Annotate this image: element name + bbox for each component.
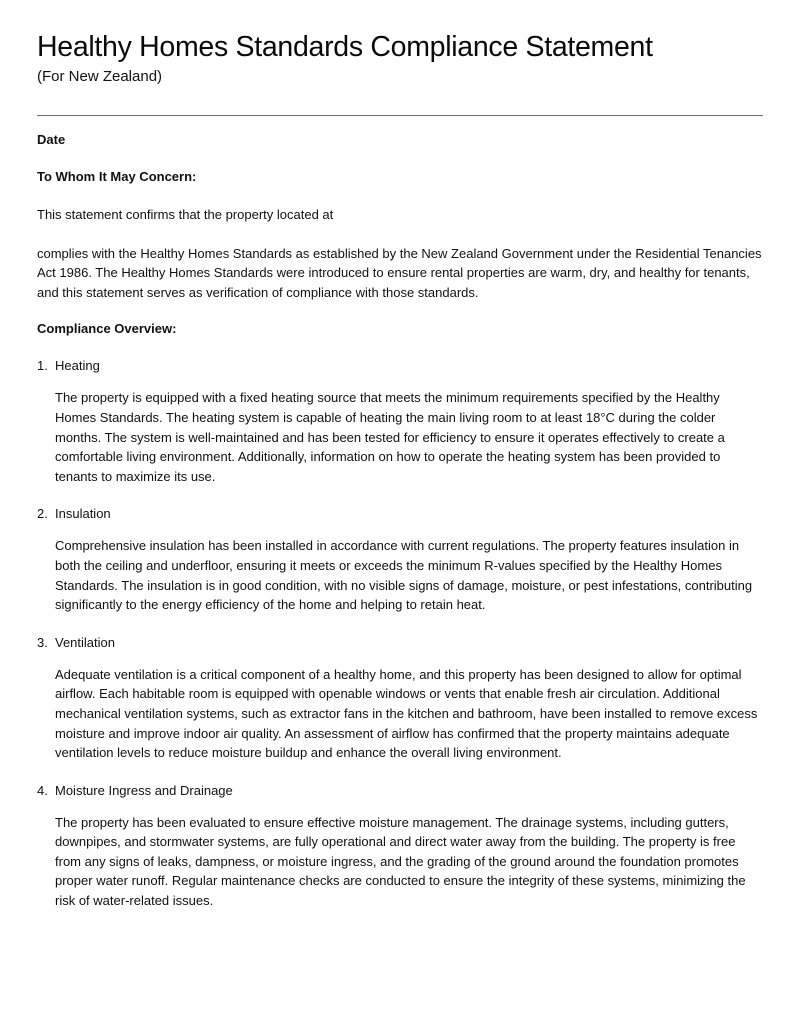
section-title: Moisture Ingress and Drainage [55, 782, 233, 798]
section-title: Ventilation [55, 634, 115, 650]
section-number: 2. [37, 506, 48, 522]
section-heating [37, 357, 763, 486]
header-divider [37, 115, 763, 116]
page-subtitle: (For New Zealand) [37, 68, 163, 85]
section-number: 1. [37, 358, 48, 374]
section-number: 4. [37, 782, 48, 798]
section-title: Heating [55, 358, 100, 374]
section-number: 3. [37, 634, 48, 650]
section-moisture-drainage [37, 782, 763, 911]
section-ventilation [37, 634, 763, 763]
date-label: Date [37, 132, 66, 147]
section-insulation [37, 505, 763, 614]
overview-heading: Compliance Overview: [37, 321, 177, 337]
section-body: Adequate ventilation is a critical component of a healthy home, and this property has been designed to allow for optimal airflow. Each habitable room is equipped with openable windows or vents that enable fresh air circulation. Additional mechanical ventilation systems, such as extractor fans in the kitchen and bathroom, have been installed to remove excess moisture and improve indoor air quality. An assessment of airflow has confirmed that the property maintains adequate ventilation levels to reduce moisture buildup and enhance the overall living environment. [55, 666, 758, 761]
section-body: The property is equipped with a fixed heating source that meets the minimum requirements specified by the Healthy Homes Standards. The heating system is capable of heating the main living room to at least 18°C during the colder months. The system is well-maintained and has been tested for efficiency to ensure it operates effectively to create a comfortable living environment. Additionally, information on how to operate the heating system has been provided to tenants to maximize its use. [55, 390, 725, 484]
salutation: To Whom It May Concern: [37, 169, 197, 184]
section-title: Insulation [55, 506, 111, 522]
section-body: Comprehensive insulation has been installed in accordance with current regulations. The property features insulation in both the ceiling and underfloor, ensuring it meets or exceeds the minimum R-values specified by the Healthy Homes Standards. The insulation is in good condition, with no visible signs of damage, moisture, or pest infestations, contributing significantly to the energy efficiency of the home and helping to retain heat. [55, 538, 753, 613]
compliance-paragraph: complies with the Healthy Homes Standards as established by the New Zealand Government under the Residential Tenancies Act 1986. The Healthy Homes Standards were introduced to ensure rental properties are warm, dry, and healthy for tenants, and this statement serves as verification of compliance with those standards. [37, 245, 762, 300]
intro-paragraph: This statement confirms that the property located at [37, 207, 334, 222]
compliance-sections [37, 357, 763, 910]
page-title: Healthy Homes Standards Compliance Statement [37, 31, 653, 63]
section-body: The property has been evaluated to ensure effective moisture management. The drainage systems, including gutters, downpipes, and stormwater systems, are fully operational and direct water away from the building. The property is free from any signs of leaks, dampness, or moisture ingress, and the grading of the ground around the foundation promotes proper water runoff. Regular maintenance checks are conducted to ensure the integrity of these systems, minimizing the risk of water-related issues. [55, 814, 746, 909]
